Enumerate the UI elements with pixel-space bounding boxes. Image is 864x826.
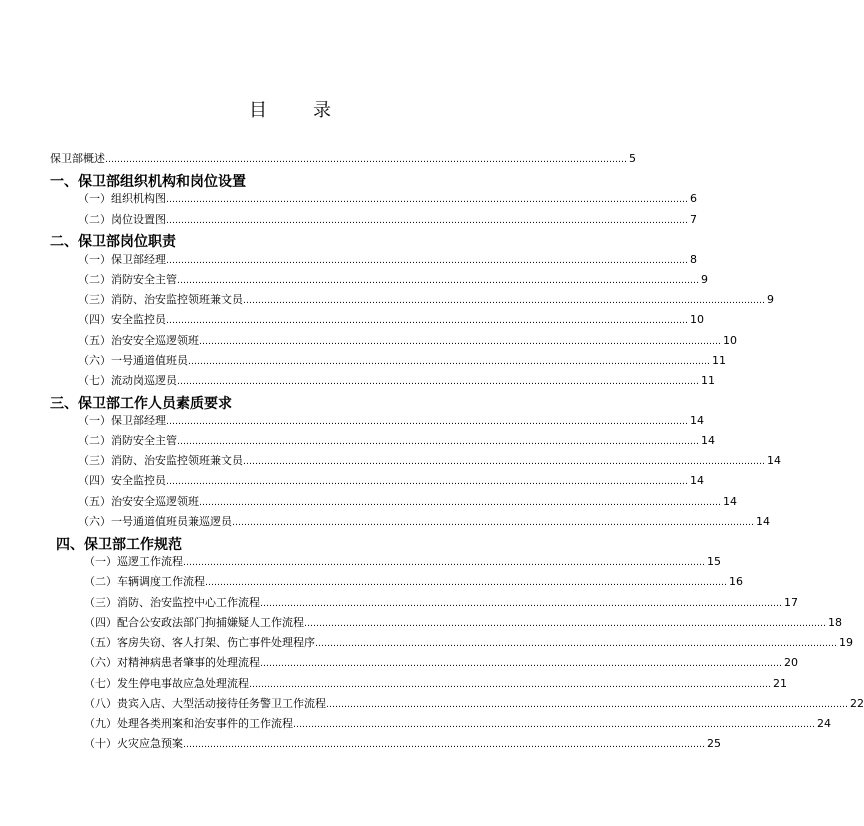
toc-entry-page: 8: [690, 253, 697, 266]
toc-entry-label: （六）对精神病患者肇事的处理流程: [84, 656, 260, 669]
toc-entry-label: （九）处理各类刑案和治安事件的工作流程: [84, 717, 293, 730]
toc-leader-dots: …………………………………………………………………………………………………………………………………………………………: [188, 357, 710, 367]
toc-leader-dots: …………………………………………………………………………………………………………………………………………………………: [315, 639, 837, 649]
toc-entry-page: 14: [767, 454, 781, 467]
toc-entry-page: 7: [690, 213, 697, 226]
toc-entry-page: 10: [723, 334, 737, 347]
toc-entry[interactable]: [84, 616, 842, 631]
toc-entry[interactable]: [78, 354, 726, 369]
toc-entry-page: 14: [723, 495, 737, 508]
toc-leader-dots: …………………………………………………………………………………………………………………………………………………………: [177, 377, 699, 387]
toc-entry-page: 16: [729, 575, 743, 588]
toc-entry[interactable]: [84, 555, 721, 570]
toc-leader-dots: …………………………………………………………………………………………………………………………………………………………: [183, 558, 705, 568]
toc-entry-page: 11: [712, 354, 726, 367]
toc-entry-label: （三）消防、治安监控领班兼文员: [78, 454, 243, 467]
toc-entry-label: （七）流动岗巡逻员: [78, 374, 177, 387]
toc-entry[interactable]: [84, 596, 798, 611]
toc-leader-dots: …………………………………………………………………………………………………………………………………………………………: [205, 578, 727, 588]
toc-entry-page: 9: [767, 293, 774, 306]
toc-entry-label: （四）安全监控员: [78, 474, 166, 487]
toc-entry[interactable]: [78, 454, 781, 469]
toc-entry-label: （八）贵宾入店、大型活动接待任务警卫工作流程: [84, 697, 326, 710]
toc-heading-1[interactable]: 一、保卫部组织机构和岗位设置: [50, 174, 246, 190]
toc-entry-page: 17: [784, 596, 798, 609]
toc-entry-label: （五）治安安全巡逻领班: [78, 495, 199, 508]
toc-entry[interactable]: [84, 636, 853, 651]
toc-entry-label: 保卫部概述: [50, 152, 105, 165]
toc-entry-label: （三）消防、治安监控领班兼文员: [78, 293, 243, 306]
toc-entry-label: （十）火灾应急预案: [84, 737, 183, 750]
toc-entry-label: （四）配合公安政法部门拘捕嫌疑人工作流程: [84, 616, 304, 629]
toc-entry-page: 11: [701, 374, 715, 387]
toc-entry-page: 5: [629, 152, 636, 165]
toc-entry-page: 15: [707, 555, 721, 568]
toc-entry[interactable]: [84, 737, 721, 752]
toc-entry-label: （一）巡逻工作流程: [84, 555, 183, 568]
toc-entry-label: （六）一号通道值班员兼巡逻员: [78, 515, 232, 528]
toc-heading-4[interactable]: 四、保卫部工作规范: [56, 537, 182, 553]
toc-entry[interactable]: [84, 717, 831, 732]
toc-entry-label: （五）治安安全巡逻领班: [78, 334, 199, 347]
toc-leader-dots: …………………………………………………………………………………………………………………………………………………………: [199, 337, 721, 347]
toc-entry[interactable]: [78, 474, 704, 489]
toc-entry-page: 18: [828, 616, 842, 629]
toc-entry[interactable]: [78, 374, 715, 389]
toc-leader-dots: …………………………………………………………………………………………………………………………………………………………: [166, 216, 688, 226]
toc-entry-page: 14: [690, 474, 704, 487]
toc-entry-label: （三）消防、治安监控中心工作流程: [84, 596, 260, 609]
toc-entry-label: （一）保卫部经理: [78, 253, 166, 266]
toc-entry[interactable]: [84, 697, 864, 712]
toc-leader-dots: …………………………………………………………………………………………………………………………………………………………: [249, 680, 771, 690]
toc-leader-dots: …………………………………………………………………………………………………………………………………………………………: [293, 720, 815, 730]
toc-entry[interactable]: [78, 515, 770, 530]
toc-leader-dots: …………………………………………………………………………………………………………………………………………………………: [166, 316, 688, 326]
toc-leader-dots: …………………………………………………………………………………………………………………………………………………………: [243, 296, 765, 306]
toc-leader-dots: …………………………………………………………………………………………………………………………………………………………: [166, 195, 688, 205]
toc-entry-label: （二）岗位设置图: [78, 213, 166, 226]
toc-entry[interactable]: [78, 192, 697, 207]
toc-entry[interactable]: [78, 293, 774, 308]
toc-entry-page: 22: [850, 697, 864, 710]
toc-entry-label: （一）保卫部经理: [78, 414, 166, 427]
toc-leader-dots: …………………………………………………………………………………………………………………………………………………………: [177, 437, 699, 447]
toc-entry[interactable]: [78, 495, 737, 510]
toc-entry[interactable]: [84, 575, 743, 590]
toc-heading-3[interactable]: 三、保卫部工作人员素质要求: [50, 396, 232, 412]
toc-entry[interactable]: [78, 273, 708, 288]
toc-entry-page: 6: [690, 192, 697, 205]
toc-entry-label: （二）车辆调度工作流程: [84, 575, 205, 588]
toc-leader-dots: …………………………………………………………………………………………………………………………………………………………: [243, 457, 765, 467]
toc-entry-label: （六）一号通道值班员: [78, 354, 188, 367]
toc-entry-page: 14: [701, 434, 715, 447]
toc-entry-page: 21: [773, 677, 787, 690]
toc-entry-page: 14: [756, 515, 770, 528]
toc-leader-dots: …………………………………………………………………………………………………………………………………………………………: [260, 659, 782, 669]
toc-leader-dots: …………………………………………………………………………………………………………………………………………………………: [304, 619, 826, 629]
toc-entry-page: 25: [707, 737, 721, 750]
toc-entry[interactable]: [78, 213, 697, 228]
toc-entry-label: （四）安全监控员: [78, 313, 166, 326]
toc-heading-2[interactable]: 二、保卫部岗位职责: [50, 234, 176, 250]
toc-entry[interactable]: [78, 434, 715, 449]
toc-entry-page: 20: [784, 656, 798, 669]
toc-leader-dots: …………………………………………………………………………………………………………………………………………………………: [199, 498, 721, 508]
toc-entry-page: 9: [701, 273, 708, 286]
toc-title-char-1: 目: [249, 100, 267, 121]
toc-entry-label: （二）消防安全主管: [78, 434, 177, 447]
toc-entry-page: 10: [690, 313, 704, 326]
toc-entry[interactable]: [78, 414, 704, 429]
toc-leader-dots: …………………………………………………………………………………………………………………………………………………………: [166, 477, 688, 487]
toc-leader-dots: …………………………………………………………………………………………………………………………………………………………: [177, 276, 699, 286]
toc-entry[interactable]: [78, 334, 737, 349]
toc-entry-label: （二）消防安全主管: [78, 273, 177, 286]
toc-entry-label: （五）客房失窃、客人打架、伤亡事件处理程序: [84, 636, 315, 649]
toc-entry-label: （一）组织机构图: [78, 192, 166, 205]
toc-entry[interactable]: [78, 253, 697, 268]
toc-leader-dots: …………………………………………………………………………………………………………………………………………………………: [183, 740, 705, 750]
toc-entry[interactable]: [78, 313, 704, 328]
toc-entry[interactable]: [84, 656, 798, 671]
toc-leader-dots: …………………………………………………………………………………………………………………………………………………………: [166, 417, 688, 427]
toc-title-char-2: 录: [313, 100, 331, 121]
toc-entry-overview[interactable]: [50, 152, 636, 167]
toc-entry-page: 24: [817, 717, 831, 730]
toc-entry-page: 19: [839, 636, 853, 649]
toc-leader-dots: …………………………………………………………………………………………………………………………………………………………: [326, 700, 848, 710]
toc-entry-page: 14: [690, 414, 704, 427]
toc-entry[interactable]: [84, 677, 787, 692]
toc-leader-dots: …………………………………………………………………………………………………………………………………………………………: [232, 518, 754, 528]
toc-leader-dots: …………………………………………………………………………………………………………………………………………………………: [166, 256, 688, 266]
toc-title: [0, 96, 580, 122]
toc-entry-label: （七）发生停电事故应急处理流程: [84, 677, 249, 690]
toc-leader-dots: …………………………………………………………………………………………………………………………………………………………: [105, 155, 627, 165]
toc-leader-dots: …………………………………………………………………………………………………………………………………………………………: [260, 599, 782, 609]
